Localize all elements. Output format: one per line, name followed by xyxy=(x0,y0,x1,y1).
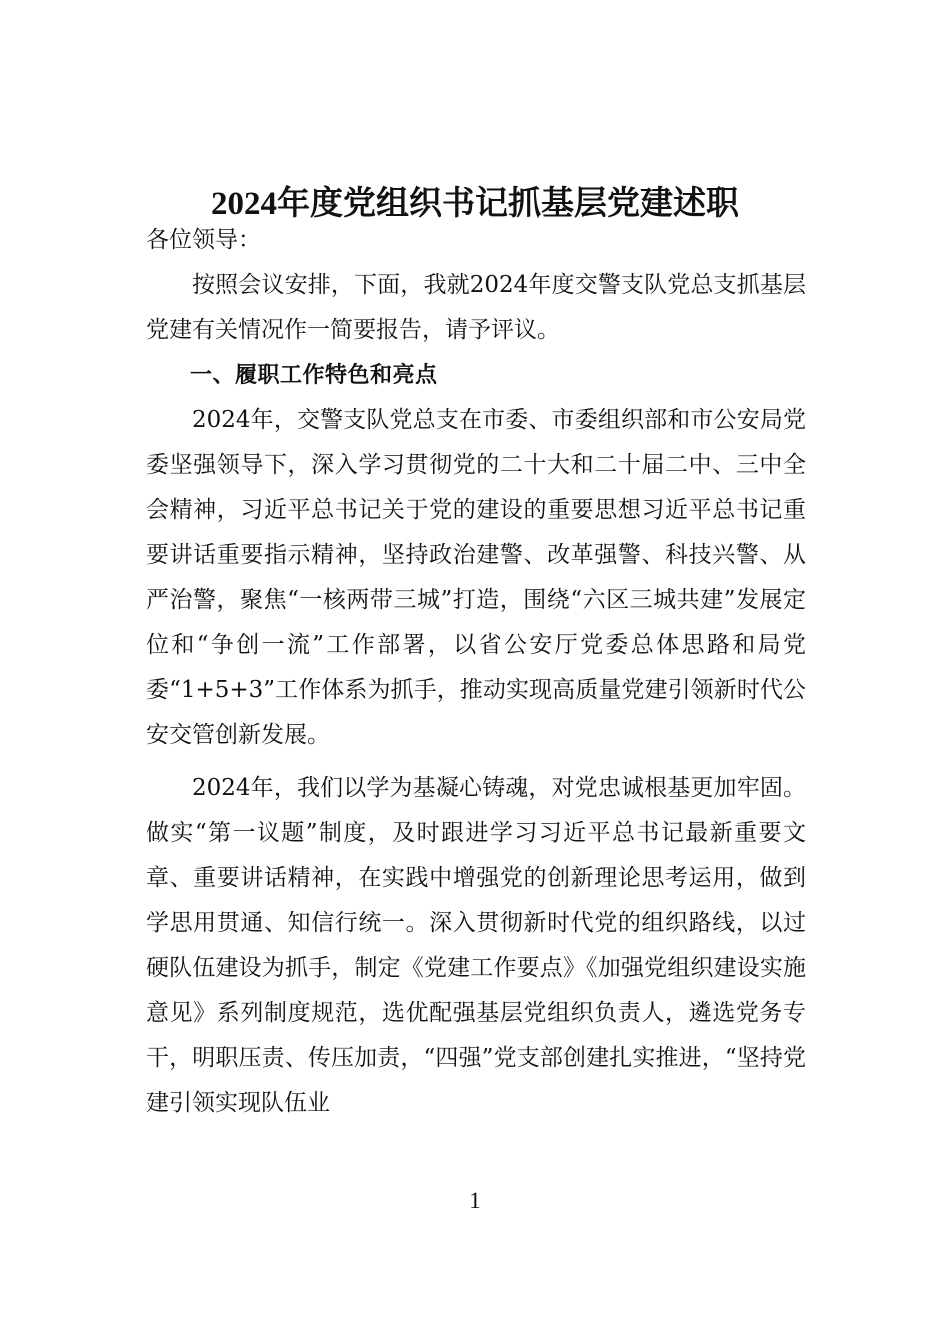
document-title: 2024年度党组织书记抓基层党建述职 xyxy=(211,186,739,222)
paragraph-study: 2024年，我们以学为基凝心铸魂，对党忠诚根基更加牢固。做实“第一议题”制度，及时跟进学习习近平总书记最新重要文章、重要讲话精神，在实践中增强党的创新理论思考运用，做到学思用贯通、知信行统一。深入贯彻新时代党的组织路线，以过硬队伍建设为抓手，制定《党建工作要点》《加强党组织建设实施意见》系列制度规范，选优配强基层党组织负责人，遴选党务专干，明职压责、传压加责，“四强”党支部创建扎实推进，“坚持党建引领实现队伍业 xyxy=(146,775,806,1116)
salutation: 各位领导： xyxy=(146,227,261,253)
paragraph-overview: 2024年，交警支队党总支在市委、市委组织部和市公安局党委坚强领导下，深入学习贯彻党的二十大和二十届二中、三中全会精神，习近平总书记关于党的建设的重要思想习近平总书记重要讲话重要指示精神，坚持政治建警、改革强警、科技兴警、从严治警，聚焦“一核两带三城”打造，围绕“六区三城共建”发展定位和“争创一流”工作部署，以省公安厅党委总体思路和局党委“1+5+3”工作体系为抓手，推动实现高质量党建引领新时代公安交管创新发展。 xyxy=(146,407,806,748)
paragraph-intro: 按照会议安排，下面，我就2024年度交警支队党总支抓基层党建有关情况作一简要报告，请予评议。 xyxy=(146,272,806,343)
section-heading: 一、履职工作特色和亮点 xyxy=(190,363,438,388)
document-body xyxy=(146,218,806,1126)
page-number: 1 xyxy=(469,1188,481,1213)
